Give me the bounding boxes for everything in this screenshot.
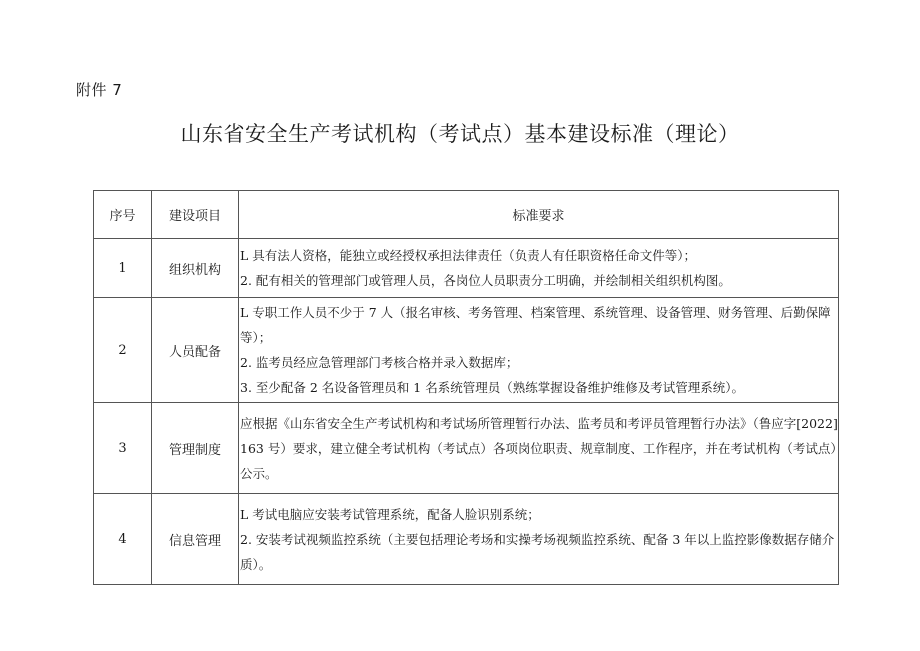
requirement-line: L 专职工作人员不少于 7 人（报名审核、考务管理、档案管理、系统管理、设备管理、财务管理、后勤保障等）；	[240, 305, 831, 345]
row-requirements	[239, 298, 839, 403]
requirement-line: 3. 至少配备 2 名设备管理员和 1 名系统管理员（熟练掌握设备维护维修及考试管理系统）。	[240, 380, 744, 395]
row-item: 信息管理	[152, 494, 239, 585]
row-requirements	[239, 494, 839, 585]
requirement-line: 应根据《山东省安全生产考试机构和考试场所管理暂行办法、监考员和考评员管理暂行办法》（鲁应字[2022]163 号）要求，建立健全考试机构（考试点）各项岗位职责、规章制度、工作程序，并在考试机构（考试点）公示。	[240, 415, 838, 481]
requirement-line: L 考试电脑应安装考试管理系统，配备人脸识别系统；	[240, 506, 540, 522]
table-row	[94, 494, 839, 585]
column-header-item: 建设项目	[152, 191, 239, 239]
row-number: 3	[94, 403, 152, 494]
attachment-label: 附件 7	[76, 81, 123, 99]
table-row	[94, 239, 839, 298]
row-item: 管理制度	[152, 403, 239, 494]
column-header-no: 序号	[94, 191, 152, 239]
table-header-row	[94, 191, 839, 239]
row-number: 4	[94, 494, 152, 585]
requirement-line: 2. 配有相关的管理部门或管理人员，各岗位人员职责分工明确，并绘制相关组织机构图。	[240, 273, 731, 288]
standards-table	[93, 190, 839, 585]
row-number: 2	[94, 298, 152, 403]
requirement-line: 2. 安装考试视频监控系统（主要包括理论考场和实操考场视频监控系统、配备 3 年以上监控影像数据存储介质）。	[240, 531, 835, 572]
requirement-line: L 具有法人资格，能独立或经授权承担法律责任（负责人有任职资格任命文件等）；	[240, 248, 697, 263]
row-item: 组织机构	[152, 239, 239, 298]
row-item: 人员配备	[152, 298, 239, 403]
page-title: 山东省安全生产考试机构（考试点）基本建设标准（理论）	[180, 122, 740, 146]
row-number: 1	[94, 239, 152, 298]
requirement-line: 2. 监考员经应急管理部门考核合格并录入数据库；	[240, 355, 519, 370]
column-header-requirements: 标准要求	[239, 191, 839, 239]
row-requirements	[239, 239, 839, 298]
row-requirements	[239, 403, 839, 494]
table-row	[94, 298, 839, 403]
table-row	[94, 403, 839, 494]
